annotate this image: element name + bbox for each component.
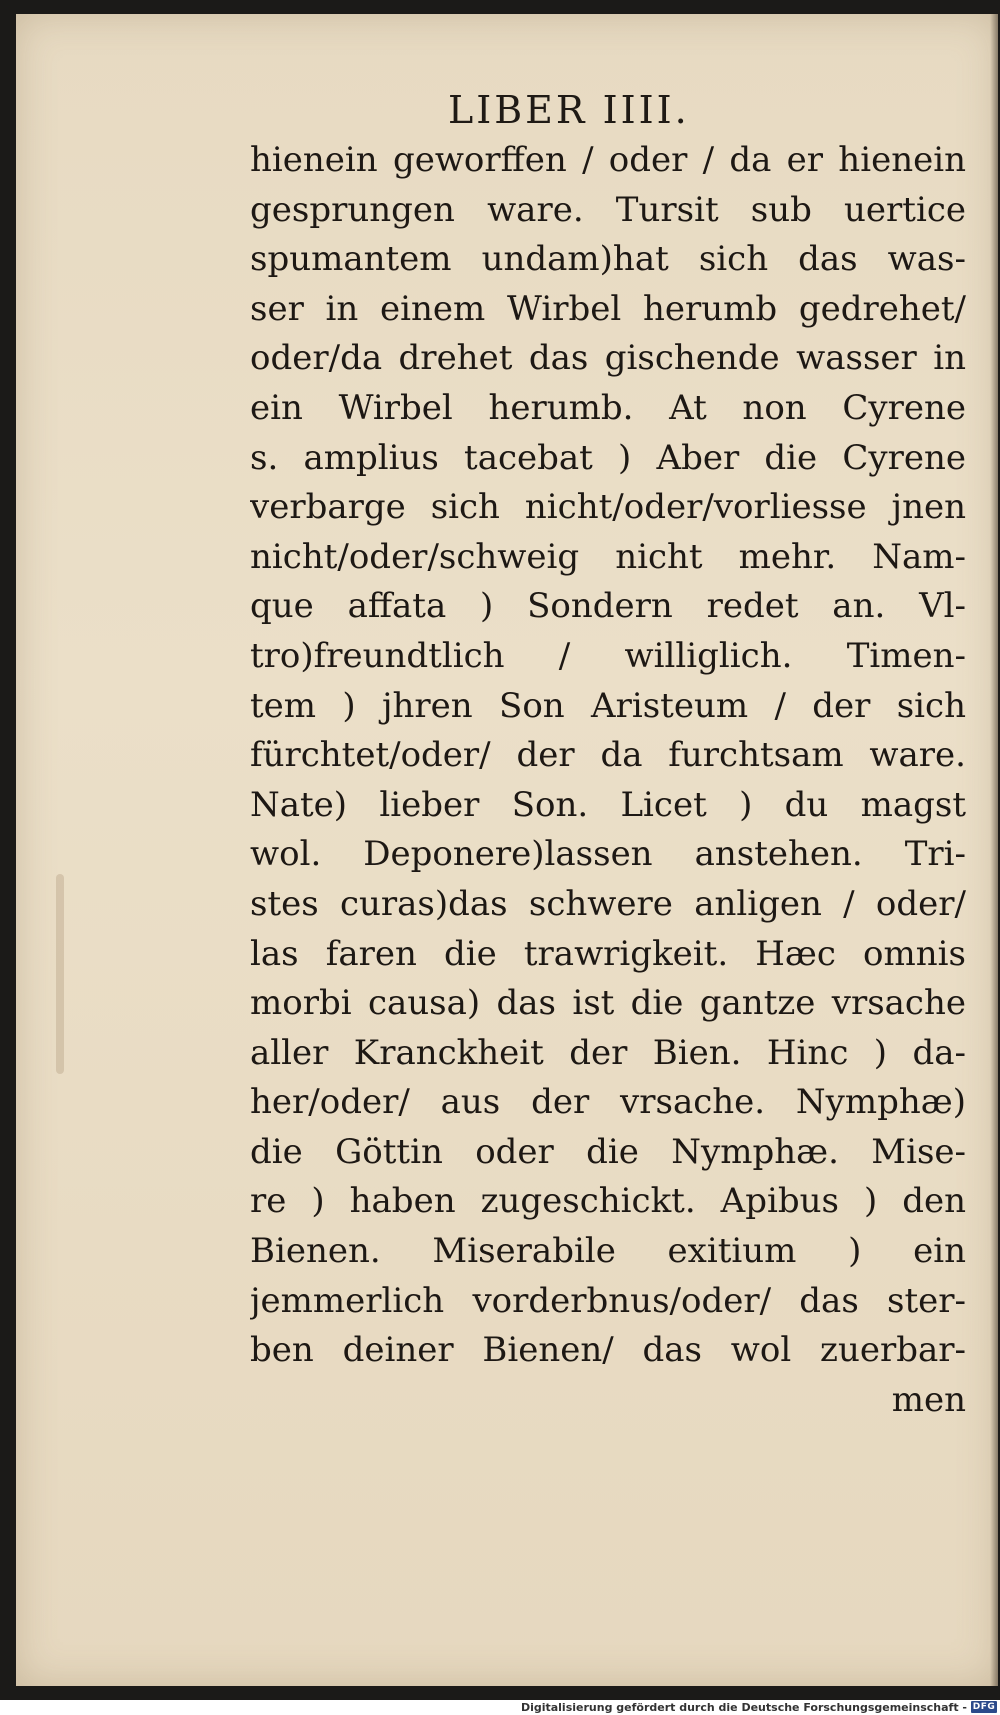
text-line: die Göttin oder die Nymphæ. Mise- [250, 1131, 966, 1172]
text-line: oder/da drehet das gischende wasser in [250, 338, 966, 379]
running-head: LIBER IIII. [448, 88, 690, 132]
text-line: s. amplius tacebat ) Aber die Cyrene [250, 437, 966, 478]
text-line: jemmerlich vorderbnus/oder/ das ster- [250, 1280, 966, 1321]
text-line: ein Wirbel herumb. At non Cyrene [250, 387, 966, 428]
text-line: hienein geworffen / oder / da er hienein [250, 140, 966, 180]
text-line: her/oder/ aus der vrsache. Nymphæ) [250, 1082, 966, 1123]
text-line: las faren die trawrigkeit. Hæc omnis [250, 933, 966, 974]
text-line: morbi causa) das ist die gantze vrsache [250, 983, 966, 1024]
text-line: wol. Deponere)lassen anstehen. Tri- [250, 834, 966, 875]
text-line: gesprungen ware. Tursit sub uertice [250, 189, 966, 230]
text-line: tro)freundtlich / williglich. Timen- [250, 635, 966, 676]
funding-notice: Digitalisierung gefördert durch die Deutsche Forschungsgemeinschaft - [520, 1701, 967, 1714]
text-line: stes curas)das schwere anligen / oder/ [250, 883, 966, 924]
page-edge-shadow [990, 14, 998, 1686]
text-line: fürchtet/oder/ der da furchtsam ware. [250, 735, 966, 776]
text-block [250, 136, 966, 1425]
text-line: ser in einem Wirbel herumb gedrehet/ [250, 288, 966, 329]
text-line: ben deiner Bienen/ das wol zuerbar- [250, 1330, 966, 1371]
text-line: verbarge sich nicht/oder/vorliesse jnen [250, 487, 966, 528]
text-line: nicht/oder/schweig nicht mehr. Nam- [250, 536, 966, 577]
paper-stain [56, 874, 64, 1074]
text-line: re ) haben zugeschickt. Apibus ) den [250, 1181, 966, 1222]
catchword: men [891, 1379, 966, 1420]
footer-bar [0, 1700, 1000, 1715]
dfg-logo[interactable]: DFG [972, 1702, 996, 1712]
text-line: Nate) lieber Son. Licet ) du magst [250, 784, 966, 825]
text-line: spumantem undam)hat sich das was- [250, 239, 966, 280]
text-line: que affata ) Sondern redet an. Vl- [250, 586, 966, 627]
text-line: Bienen. Miserabile exitium ) ein [250, 1231, 966, 1272]
text-line: aller Kranckheit der Bien. Hinc ) da- [250, 1032, 966, 1073]
text-line: tem ) jhren Son Aristeum / der sich [250, 685, 966, 726]
